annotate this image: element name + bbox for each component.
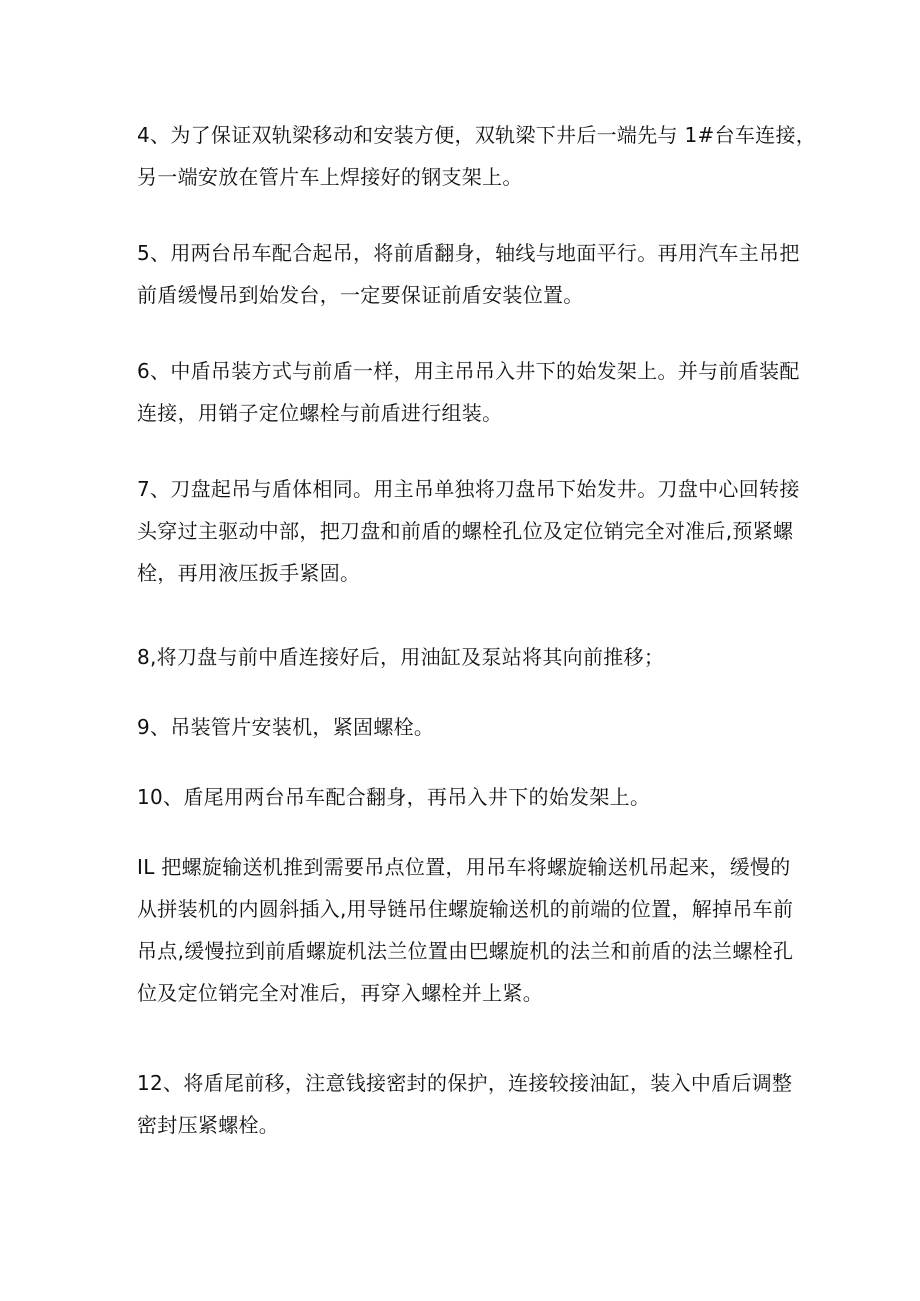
paragraph-line: 9、吊装管片安装机，紧固螺栓。: [137, 715, 435, 739]
paragraph-line: 栓，再用液压扳手紧固。: [137, 561, 361, 585]
paragraph-step-9: [137, 706, 797, 748]
paragraph-step-8: [137, 636, 797, 678]
paragraph-step-6: [137, 350, 800, 434]
paragraph-step-10: [137, 776, 797, 818]
paragraph-line: 5、用两台吊车配合起吊，将前盾翻身，轴线与地面平行。再用汽车主吊把: [137, 241, 800, 265]
paragraph-step-4: [137, 114, 817, 198]
paragraph-step-5: [137, 232, 800, 316]
paragraph-step-12: [137, 1062, 797, 1146]
paragraph-line: 12、将盾尾前移，注意钱接密封的保护，连接较接油缸，装入中盾后调整: [137, 1071, 793, 1095]
paragraph-line: 另一端安放在管片车上焊接好的钢支架上。: [137, 165, 523, 189]
paragraph-line: 8,将刀盘与前中盾连接好后，用油缸及泵站将其向前推移；: [137, 645, 665, 669]
paragraph-step-7: [137, 468, 800, 594]
paragraph-line: 4、为了保证双轨梁移动和安装方便，双轨梁下井后一端先与 1#台车连接，: [137, 123, 817, 147]
paragraph-line: 位及定位销完全对准后，再穿入螺栓并上紧。: [137, 981, 543, 1005]
paragraph-line: 吊点,缓慢拉到前盾螺旋机法兰位置由巴螺旋机的法兰和前盾的法兰螺栓孔: [137, 939, 794, 963]
paragraph-line: 头穿过主驱动中部，把刀盘和前盾的螺栓孔位及定位销完全对准后,预紧螺: [137, 519, 794, 543]
paragraph-line: 10、盾尾用两台吊车配合翻身，再吊入井下的始发架上。: [137, 785, 651, 809]
paragraph-line: 从拼装机的内圆斜插入,用导链吊住螺旋输送机的前端的位置，解掉吊车前: [137, 897, 794, 921]
paragraph-line: 连接，用销子定位螺栓与前盾进行组装。: [137, 401, 503, 425]
paragraph-line: 前盾缓慢吊到始发台，一定要保证前盾安装位置。: [137, 283, 584, 307]
paragraph-line: IL 把螺旋输送机推到需要吊点位置，用吊车将螺旋输送机吊起来，缓慢的: [137, 855, 791, 879]
paragraph-line: 密封压紧螺栓。: [137, 1113, 280, 1137]
paragraph-line: 7、刀盘起吊与盾体相同。用主吊单独将刀盘吊下始发井。刀盘中心回转接: [137, 477, 800, 501]
paragraph-step-11: [137, 846, 797, 1014]
paragraph-line: 6、中盾吊装方式与前盾一样，用主吊吊入井下的始发架上。并与前盾装配: [137, 359, 800, 383]
